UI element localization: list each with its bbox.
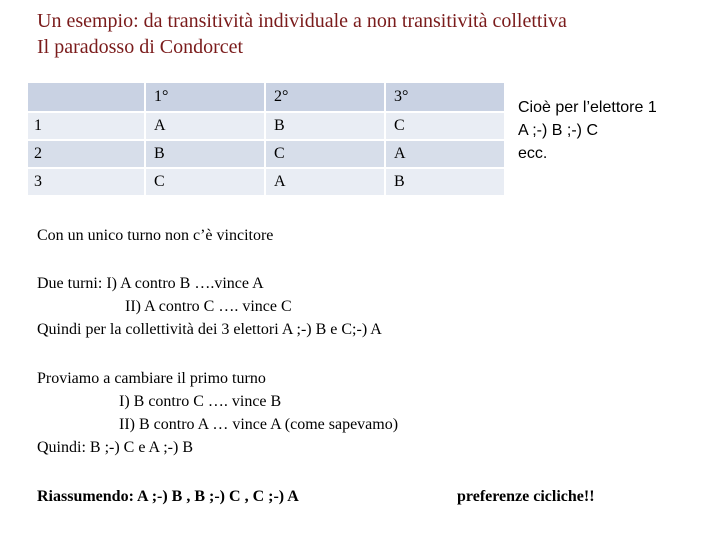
side-note-line: ecc. — [518, 145, 548, 162]
summary-text: Riassumendo: A ;-) B , B ;-) C , C ;-) A — [37, 488, 299, 505]
two-rounds-block — [37, 272, 382, 341]
table-row — [27, 112, 504, 140]
change-first-line: II) B contro A … vince A (come sapevamo) — [119, 416, 399, 433]
table-header-cell: 3° — [385, 83, 504, 112]
preference-table — [26, 83, 504, 197]
table-cell: 2 — [27, 140, 145, 168]
table-cell: B — [265, 112, 385, 140]
title-line-2: Il paradosso di Condorcet — [37, 36, 244, 58]
change-first-line: I) B contro C …. vince B — [119, 393, 282, 410]
table-cell: B — [145, 140, 265, 168]
change-first-conclusion: Quindi: B ;-) C e A ;-) B — [37, 439, 193, 456]
two-rounds-line: II) A contro C …. vince C — [125, 298, 292, 315]
table-cell: 3 — [27, 168, 145, 196]
table-row — [27, 168, 504, 196]
slide-title — [37, 8, 567, 60]
table-header-cell — [27, 83, 145, 112]
change-first-line: Proviamo a cambiare il primo turno — [37, 370, 266, 387]
table-header-cell: 2° — [265, 83, 385, 112]
table-cell: A — [145, 112, 265, 140]
table-cell: 1 — [27, 112, 145, 140]
single-round-line: Con un unico turno non c’è vincitore — [37, 227, 274, 244]
table-row — [27, 140, 504, 168]
summary-conclusion: preferenze cicliche!! — [457, 488, 595, 505]
side-note-line: A ;-) B ;-) C — [518, 122, 598, 139]
table-cell: C — [145, 168, 265, 196]
table-cell: A — [385, 140, 504, 168]
table-cell: B — [385, 168, 504, 196]
table-cell: C — [385, 112, 504, 140]
table-cell: A — [265, 168, 385, 196]
table-header-row — [27, 83, 504, 112]
two-rounds-conclusion: Quindi per la collettività dei 3 elettori A ;-) B e C;-) A — [37, 321, 382, 338]
single-round-text — [37, 224, 273, 247]
side-note — [518, 96, 657, 165]
change-first-block — [37, 367, 398, 459]
table-cell: C — [265, 140, 385, 168]
table-header-cell: 1° — [145, 83, 265, 112]
side-note-line: Cioè per l’elettore 1 — [518, 99, 657, 116]
title-line-1: Un esempio: da transitività individuale a non transitività collettiva — [37, 10, 567, 32]
two-rounds-line: Due turni: I) A contro B ….vince A — [37, 275, 264, 292]
